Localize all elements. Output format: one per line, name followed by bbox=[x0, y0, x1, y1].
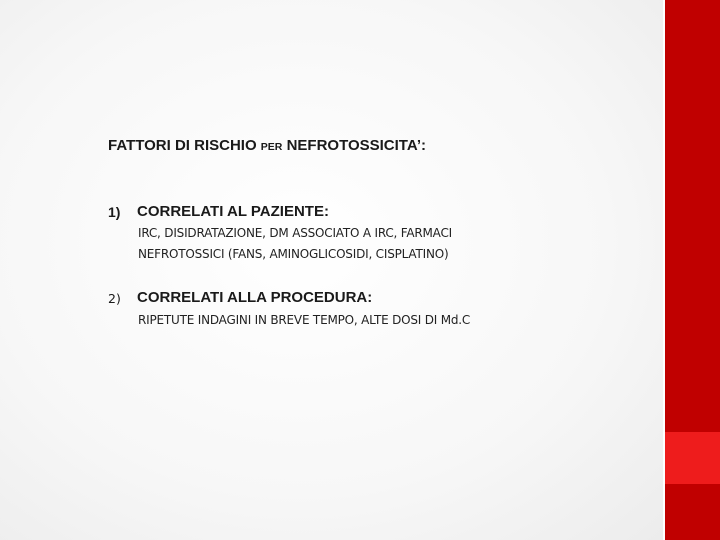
sidebar-divider bbox=[663, 0, 665, 540]
item1-number: 1) bbox=[108, 204, 121, 220]
title-part-3: NEFROTOSSICITA’: bbox=[286, 137, 427, 154]
item1-heading: CORRELATI AL PAZIENTE: bbox=[137, 203, 329, 220]
sidebar-accent-block bbox=[665, 432, 720, 484]
item1-line2: NEFROTOSSICI (FANS, AMINOGLICOSIDI, CISPLATINO) bbox=[138, 247, 449, 261]
item2-number: 2) bbox=[108, 291, 121, 306]
item2-heading: CORRELATI ALLA PROCEDURA: bbox=[137, 289, 373, 306]
slide-title bbox=[108, 137, 426, 154]
title-part-1: FATTORI DI RISCHIO bbox=[108, 137, 257, 154]
title-part-2: PER bbox=[260, 141, 283, 153]
item1-line1: IRC, DISIDRATAZIONE, DM ASSOCIATO A IRC, FARMACI bbox=[138, 226, 453, 240]
item2-line1: RIPETUTE INDAGINI IN BREVE TEMPO, ALTE DOSI DI Md.C bbox=[138, 313, 471, 327]
